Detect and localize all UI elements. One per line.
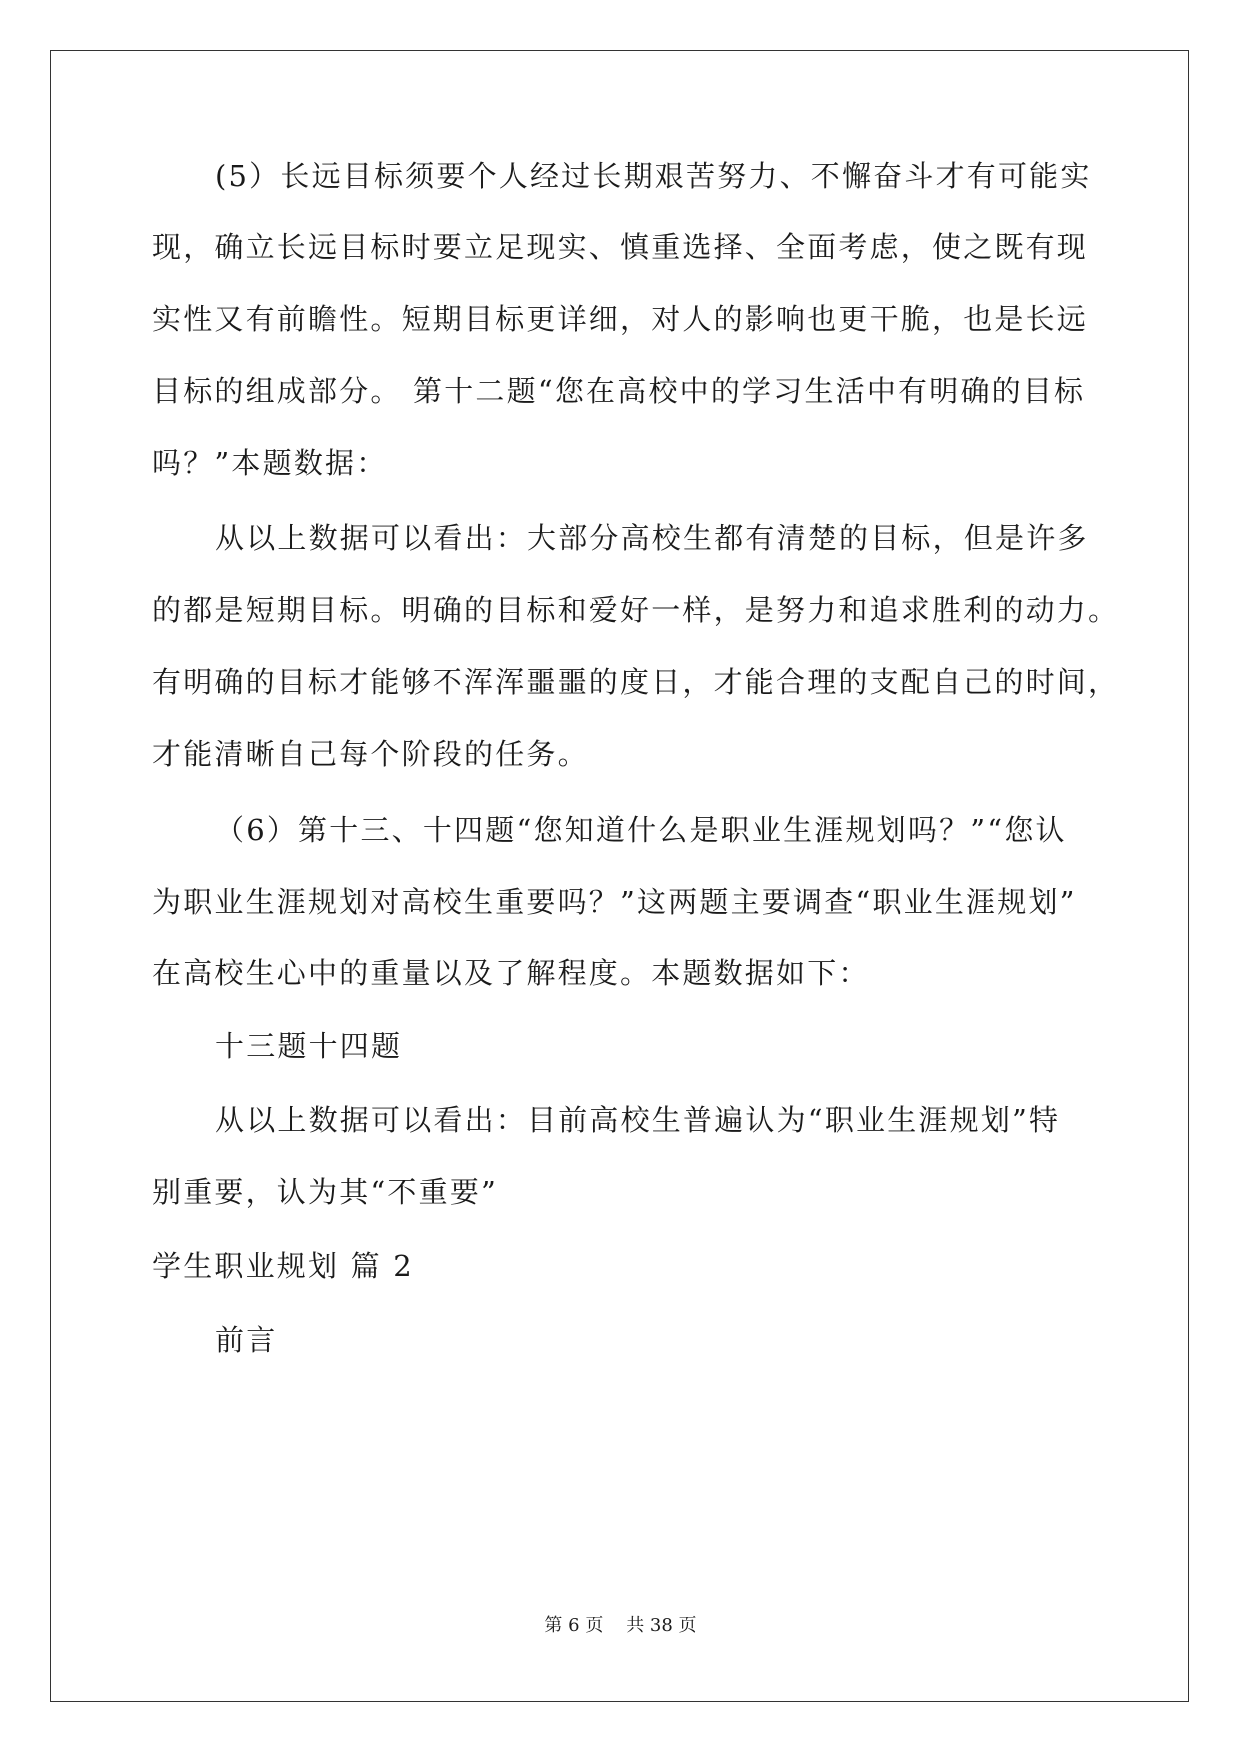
page-number-footer: 第 6 页 共 38 页 — [544, 1615, 697, 1636]
paragraph-line: 十三题十四题 — [215, 1029, 403, 1063]
paragraph-line: 才能清晰自己每个阶段的任务。 — [152, 737, 589, 771]
paragraph-line: 为职业生涯规划对高校生重要吗？”这两题主要调查“职业生涯规划” — [152, 885, 1077, 919]
paragraph-line: 在高校生心中的重量以及了解程度。本题数据如下： — [152, 956, 870, 990]
paragraph-line: 从以上数据可以看出：目前高校生普遍认为“职业生涯规划”特 — [215, 1103, 1061, 1137]
paragraph-line: (5）长远目标须要个人经过长期艰苦努力、不懈奋斗才有可能实 — [215, 159, 1092, 193]
paragraph-line: 现，确立长远目标时要立足现实、慎重选择、全面考虑，使之既有现 — [152, 230, 1089, 264]
paragraph-line: 有明确的目标才能够不浑浑噩噩的度日，才能合理的支配自己的时间， — [152, 665, 1120, 699]
paragraph-line: 吗？”本题数据： — [152, 446, 388, 480]
paragraph-line: 前言 — [215, 1323, 278, 1357]
paragraph-line: 别重要，认为其“不重要” — [152, 1175, 499, 1209]
page-border — [50, 50, 1189, 1702]
paragraph-line: （6）第十三、十四题“您知道什么是职业生涯规划吗？”“您认 — [215, 813, 1067, 847]
paragraph-line: 目标的组成部分。 第十二题“您在高校中的学习生活中有明确的目标 — [152, 374, 1086, 408]
paragraph-line: 的都是短期目标。明确的目标和爱好一样，是努力和追求胜利的动力。 — [152, 593, 1120, 627]
paragraph-line: 实性又有前瞻性。短期目标更详细，对人的影响也更干脆，也是长远 — [152, 302, 1089, 336]
paragraph-line: 从以上数据可以看出：大部分高校生都有清楚的目标，但是许多 — [215, 521, 1089, 555]
section-heading: 学生职业规划 篇 2 — [152, 1249, 414, 1283]
